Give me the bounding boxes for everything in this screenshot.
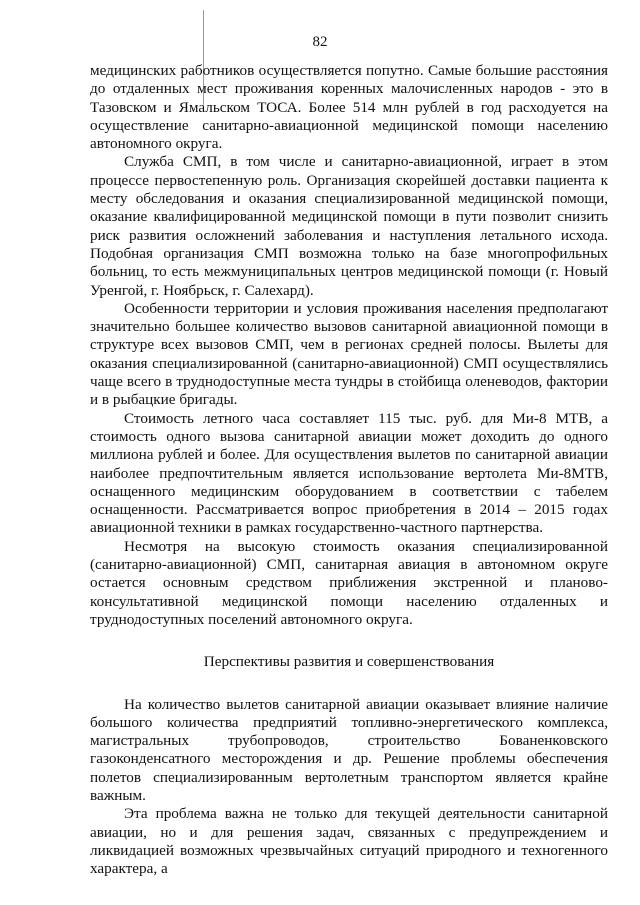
paragraph-3: Особенности территории и условия проживания населения предполагают значительно большее количество вызовов санитарной авиационной помощи в структуре всех вызовов СМП, чем в регионах средней полосы. Вылеты для оказания специализированной (санитарно-авиационной) СМП осуществлялись чаще всего в труднодоступные места тундры в стойбища оленеводов, фактории и в рыбацкие бригады.: [90, 299, 608, 409]
paragraph-4: Стоимость летного часа составляет 115 тыс. руб. для Ми-8 МТВ, а стоимость одного вызова санитарной авиации может доходить до одного миллиона рублей и более. Для осуществления вылетов по санитарной авиации наиболее предпочтительным является использование вертолета Ми-8МТВ, оснащенного медицинским оборудованием в соответствии с табелем оснащенности. Рассматривается вопрос приобретения в 2014 – 2015 годах авиационной техники в рамках государственно-частного партнерства.: [90, 409, 608, 537]
section-paragraph-2: Эта проблема важна не только для текущей деятельности санитарной авиации, но и для решения задач, связанных с предупреждением и ликвидацией возможных чрезвычайных ситуаций природного и техногенного характера, а: [90, 805, 608, 878]
document-body: [90, 62, 608, 878]
paragraph-5: Несмотря на высокую стоимость оказания специализированной (санитарно-авиационной) СМП, санитарная авиация в автономном округе остается основным средством приближения экстренной и планово-консультативной медицинской помощи населению отдаленных и труднодоступных поселений автономного округа.: [90, 537, 608, 628]
paragraph-1: медицинских работников осуществляется попутно. Самые большие расстояния до отдаленных мест проживания коренных малочисленных народов - это в Тазовском и Ямальском ТОСА. Более 514 млн рублей в год расходуется на осуществление санитарно-авиационной медицинской помощи населению автономного округа.: [90, 62, 608, 153]
page-number: 82: [312, 34, 328, 50]
paragraph-2: Служба СМП, в том числе и санитарно-авиационной, играет в этом процессе первостепенную роль. Организация скорейшей доставки пациента к месту обследования и оказания специализированной медицинской помощи, оказание квалифицированной медицинской помощи в пути позволит снизить риск развития осложнений заболевания и наступления летального исхода. Подобная организация СМП возможна только на базе многопрофильных больниц, то есть межмуниципальных центров медицинской помощи (г. Новый Уренгой, г. Ноябрьск, г. Салехард).: [90, 153, 608, 299]
section-heading: Перспективы развития и совершенствования: [203, 653, 495, 671]
section-paragraph-1: На количество вылетов санитарной авиации оказывает влияние наличие большого количества предприятий топливно-энергетического комплекса, магистральных трубопроводов, строительство Бованенковского газоконденсатного месторождения и др. Решение проблемы обеспечения полетов специализированным вертолетным транспортом является крайне важным.: [90, 695, 608, 804]
